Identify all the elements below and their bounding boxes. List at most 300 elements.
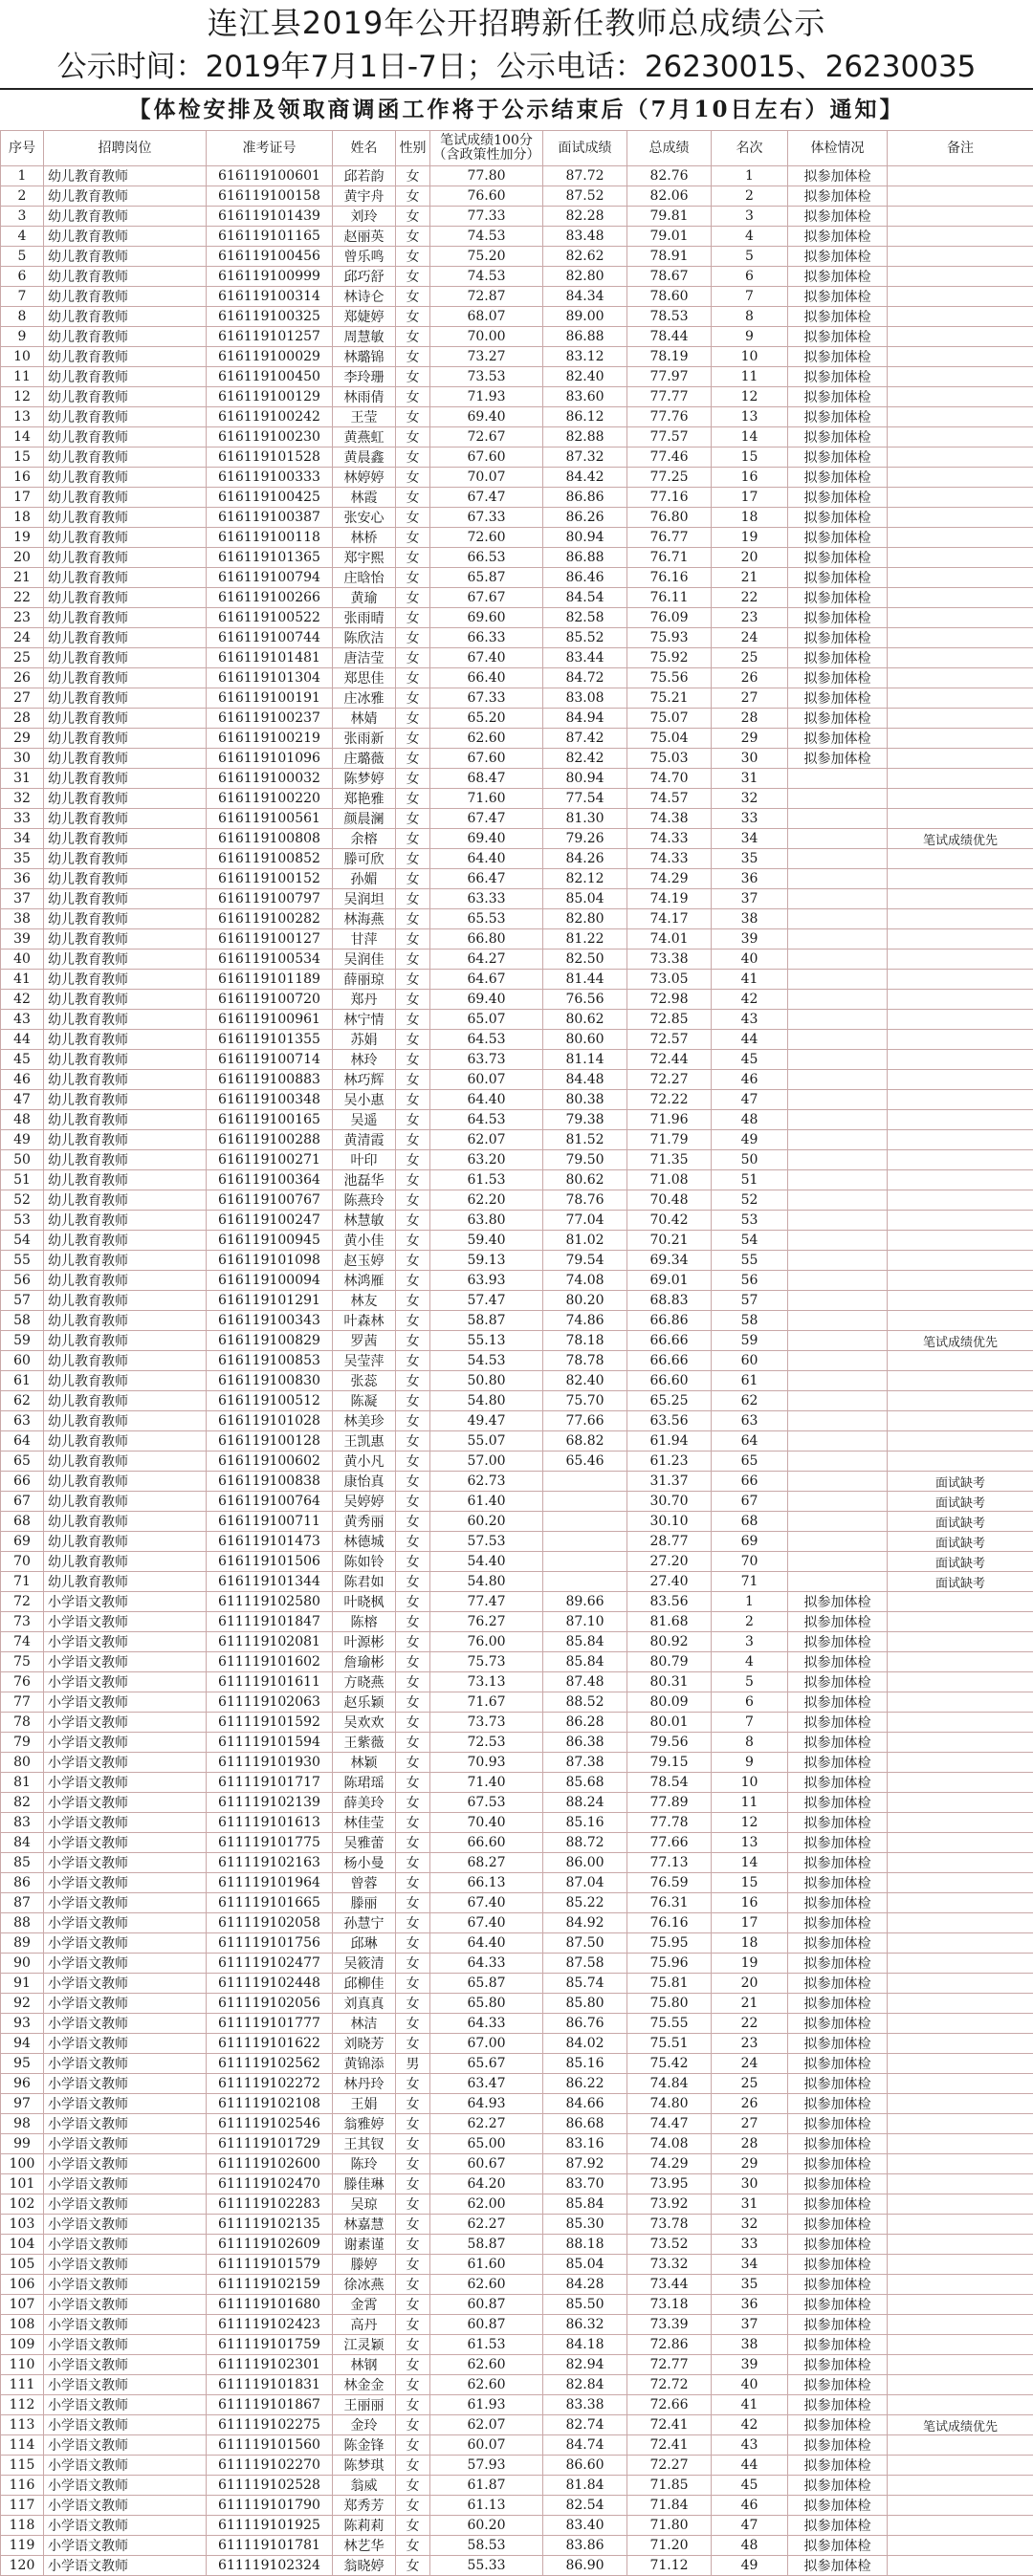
cell-exam: 拟参加体检: [788, 2134, 888, 2154]
cell-written: 65.87: [430, 568, 543, 588]
cell-post: 小学语文教师: [44, 1672, 207, 1692]
cell-remark: [888, 267, 1033, 287]
cell-name: 王凯惠: [333, 1431, 396, 1452]
cell-gender: 女: [396, 990, 430, 1010]
cell-gender: 女: [396, 2375, 430, 2395]
cell-exam: [788, 1472, 888, 1492]
table-row: [1, 2154, 1033, 2174]
cell-index: 85: [1, 1853, 44, 1873]
cell-total: 75.92: [627, 648, 712, 668]
cell-index: 34: [1, 829, 44, 849]
cell-written: 55.07: [430, 1431, 543, 1452]
cell-total: 77.77: [627, 387, 712, 407]
cell-gender: 女: [396, 2255, 430, 2275]
cell-written: 76.00: [430, 1632, 543, 1652]
cell-written: 63.80: [430, 1211, 543, 1231]
cell-total: 76.11: [627, 588, 712, 608]
cell-name: 邱琳: [333, 1933, 396, 1954]
table-row: [1, 548, 1033, 568]
table-row: [1, 990, 1033, 1010]
cell-rank: 56: [712, 1271, 788, 1291]
table-row: [1, 2315, 1033, 2335]
cell-gender: 女: [396, 1150, 430, 1170]
cell-ticket: 616119100838: [207, 1472, 333, 1492]
cell-total: 74.33: [627, 849, 712, 869]
cell-rank: 55: [712, 1251, 788, 1271]
cell-rank: 2: [712, 1612, 788, 1632]
col-header-interview: 面试成绩: [543, 131, 627, 166]
cell-remark: [888, 2174, 1033, 2194]
cell-gender: 女: [396, 749, 430, 769]
table-row: [1, 1753, 1033, 1773]
cell-name: 林慧敏: [333, 1211, 396, 1231]
cell-index: 65: [1, 1452, 44, 1472]
table-row: [1, 1150, 1033, 1170]
cell-total: 73.39: [627, 2315, 712, 2335]
cell-total: 70.21: [627, 1231, 712, 1251]
cell-ticket: 611119102301: [207, 2355, 333, 2375]
cell-name: 苏娟: [333, 1030, 396, 1050]
cell-remark: [888, 2194, 1033, 2215]
cell-interview: 80.38: [543, 1090, 627, 1110]
cell-interview: 89.00: [543, 307, 627, 327]
cell-total: 77.66: [627, 1833, 712, 1853]
cell-post: 幼儿教育教师: [44, 1411, 207, 1431]
cell-name: 庄璐薇: [333, 749, 396, 769]
cell-interview: 79.38: [543, 1110, 627, 1130]
cell-ticket: 611119102600: [207, 2154, 333, 2174]
cell-total: 66.66: [627, 1351, 712, 1371]
table-row: [1, 1813, 1033, 1833]
cell-rank: 20: [712, 1974, 788, 1994]
cell-post: 幼儿教育教师: [44, 608, 207, 628]
cell-name: 郑艳雅: [333, 789, 396, 809]
cell-exam: 拟参加体检: [788, 1853, 888, 1873]
page-subtitle: 公示时间：2019年7月1日-7日；公示电话：26230015、26230035: [0, 46, 1033, 88]
cell-written: 62.27: [430, 2114, 543, 2134]
cell-post: 幼儿教育教师: [44, 889, 207, 909]
cell-remark: [888, 2335, 1033, 2355]
cell-post: 幼儿教育教师: [44, 588, 207, 608]
cell-post: 小学语文教师: [44, 1793, 207, 1813]
cell-name: 林佳莹: [333, 1813, 396, 1833]
cell-remark: [888, 1150, 1033, 1170]
cell-total: 72.44: [627, 1050, 712, 1070]
cell-gender: 女: [396, 508, 430, 528]
cell-post: 幼儿教育教师: [44, 909, 207, 929]
cell-index: 8: [1, 307, 44, 327]
cell-gender: 女: [396, 1291, 430, 1311]
cell-rank: 27: [712, 2114, 788, 2134]
table-row: [1, 2355, 1033, 2375]
cell-ticket: 616119100314: [207, 287, 333, 307]
cell-name: 赵丽英: [333, 227, 396, 247]
cell-total: 73.95: [627, 2174, 712, 2194]
cell-written: 54.80: [430, 1391, 543, 1411]
cell-remark: [888, 468, 1033, 488]
cell-index: 35: [1, 849, 44, 869]
cell-written: 65.80: [430, 1994, 543, 2014]
cell-exam: [788, 909, 888, 929]
cell-interview: 86.46: [543, 568, 627, 588]
table-row: [1, 1231, 1033, 1251]
cell-name: 薛丽琼: [333, 970, 396, 990]
cell-ticket: 616119100364: [207, 1170, 333, 1190]
cell-total: 72.41: [627, 2415, 712, 2435]
cell-exam: [788, 1050, 888, 1070]
cell-exam: [788, 1572, 888, 1592]
table-row: [1, 2556, 1033, 2576]
cell-exam: 拟参加体检: [788, 729, 888, 749]
cell-index: 95: [1, 2054, 44, 2074]
cell-gender: 女: [396, 909, 430, 929]
table-row: [1, 1351, 1033, 1371]
cell-post: 小学语文教师: [44, 2335, 207, 2355]
cell-remark: [888, 1833, 1033, 1853]
cell-exam: 拟参加体检: [788, 1692, 888, 1713]
cell-ticket: 616119101189: [207, 970, 333, 990]
cell-name: 吴润佳: [333, 950, 396, 970]
cell-exam: 拟参加体检: [788, 2536, 888, 2556]
cell-rank: 62: [712, 1391, 788, 1411]
cell-ticket: 616119100794: [207, 568, 333, 588]
cell-post: 小学语文教师: [44, 2215, 207, 2235]
cell-written: 65.87: [430, 1974, 543, 1994]
cell-exam: [788, 990, 888, 1010]
cell-remark: [888, 909, 1033, 929]
table-row: [1, 1190, 1033, 1211]
cell-interview: 81.14: [543, 1050, 627, 1070]
cell-name: 金玲: [333, 2415, 396, 2435]
cell-remark: [888, 2536, 1033, 2556]
cell-written: 62.73: [430, 1472, 543, 1492]
cell-total: 61.94: [627, 1431, 712, 1452]
cell-total: 83.56: [627, 1592, 712, 1612]
cell-interview: 80.94: [543, 528, 627, 548]
cell-interview: 86.12: [543, 407, 627, 427]
cell-name: 陈梦婷: [333, 769, 396, 789]
cell-exam: 拟参加体检: [788, 1632, 888, 1652]
cell-rank: 12: [712, 387, 788, 407]
cell-total: 73.32: [627, 2255, 712, 2275]
cell-ticket: 616119100387: [207, 508, 333, 528]
cell-rank: 21: [712, 568, 788, 588]
cell-rank: 10: [712, 347, 788, 367]
cell-post: 小学语文教师: [44, 2235, 207, 2255]
cell-gender: 女: [396, 970, 430, 990]
cell-name: 林霞: [333, 488, 396, 508]
cell-exam: 拟参加体检: [788, 2335, 888, 2355]
cell-index: 112: [1, 2395, 44, 2415]
cell-exam: 拟参加体检: [788, 749, 888, 769]
cell-ticket: 616119100425: [207, 488, 333, 508]
cell-interview: 84.94: [543, 709, 627, 729]
table-row: [1, 2215, 1033, 2235]
cell-name: 陈燕玲: [333, 1190, 396, 1211]
cell-remark: [888, 889, 1033, 909]
table-row: [1, 1090, 1033, 1110]
cell-total: 74.08: [627, 2134, 712, 2154]
cell-interview: 81.84: [543, 2476, 627, 2496]
cell-ticket: 616119100764: [207, 1492, 333, 1512]
cell-interview: 84.54: [543, 588, 627, 608]
cell-index: 56: [1, 1271, 44, 1291]
cell-remark: [888, 648, 1033, 668]
cell-post: 幼儿教育教师: [44, 990, 207, 1010]
cell-total: 72.86: [627, 2335, 712, 2355]
cell-remark: [888, 568, 1033, 588]
cell-total: 74.33: [627, 829, 712, 849]
cell-written: 65.67: [430, 2054, 543, 2074]
cell-total: 76.16: [627, 1913, 712, 1933]
table-row: [1, 1371, 1033, 1391]
cell-rank: 24: [712, 2054, 788, 2074]
cell-name: 曾乐鸣: [333, 247, 396, 267]
cell-interview: 84.42: [543, 468, 627, 488]
cell-ticket: 611119102528: [207, 2476, 333, 2496]
cell-gender: 女: [396, 709, 430, 729]
cell-ticket: 616119100797: [207, 889, 333, 909]
cell-index: 104: [1, 2235, 44, 2255]
cell-post: 幼儿教育教师: [44, 227, 207, 247]
cell-remark: [888, 1893, 1033, 1913]
cell-name: 林美珍: [333, 1411, 396, 1431]
cell-exam: 拟参加体检: [788, 1813, 888, 1833]
cell-rank: 50: [712, 1150, 788, 1170]
cell-remark: [888, 2154, 1033, 2174]
cell-index: 57: [1, 1291, 44, 1311]
cell-interview: 85.84: [543, 1632, 627, 1652]
table-row: [1, 1211, 1033, 1231]
cell-name: 陈珺瑶: [333, 1773, 396, 1793]
cell-exam: [788, 1351, 888, 1371]
cell-written: 67.00: [430, 2034, 543, 2054]
col-header-name: 姓名: [333, 131, 396, 166]
cell-interview: 79.50: [543, 1150, 627, 1170]
cell-exam: 拟参加体检: [788, 2435, 888, 2456]
cell-written: 67.67: [430, 588, 543, 608]
cell-remark: [888, 528, 1033, 548]
cell-name: 康怡真: [333, 1472, 396, 1492]
table-row: [1, 1873, 1033, 1893]
cell-index: 106: [1, 2275, 44, 2295]
cell-index: 58: [1, 1311, 44, 1331]
cell-gender: 女: [396, 789, 430, 809]
cell-ticket: 611119102135: [207, 2215, 333, 2235]
cell-written: 70.00: [430, 327, 543, 347]
cell-remark: [888, 709, 1033, 729]
cell-exam: 拟参加体检: [788, 327, 888, 347]
table-row: [1, 2516, 1033, 2536]
cell-post: 幼儿教育教师: [44, 789, 207, 809]
cell-total: 30.70: [627, 1492, 712, 1512]
cell-post: 幼儿教育教师: [44, 1231, 207, 1251]
cell-name: 薛美玲: [333, 1793, 396, 1813]
table-row: [1, 769, 1033, 789]
cell-written: 70.93: [430, 1753, 543, 1773]
cell-remark: [888, 1371, 1033, 1391]
cell-exam: 拟参加体检: [788, 2556, 888, 2576]
cell-name: 黄燕虹: [333, 427, 396, 448]
cell-ticket: 616119100720: [207, 990, 333, 1010]
table-row: [1, 2395, 1033, 2415]
cell-interview: 83.08: [543, 688, 627, 709]
cell-rank: 42: [712, 990, 788, 1010]
cell-ticket: 616119100343: [207, 1311, 333, 1331]
cell-exam: 拟参加体检: [788, 2034, 888, 2054]
cell-rank: 11: [712, 367, 788, 387]
cell-gender: 女: [396, 2315, 430, 2335]
cell-post: 幼儿教育教师: [44, 508, 207, 528]
cell-interview: 84.28: [543, 2275, 627, 2295]
cell-rank: 19: [712, 1954, 788, 1974]
cell-written: 63.20: [430, 1150, 543, 1170]
cell-gender: 女: [396, 688, 430, 709]
cell-gender: 女: [396, 2355, 430, 2375]
cell-gender: 女: [396, 1050, 430, 1070]
cell-index: 17: [1, 488, 44, 508]
cell-remark: [888, 287, 1033, 307]
cell-name: 陈如铃: [333, 1552, 396, 1572]
cell-total: 68.83: [627, 1291, 712, 1311]
cell-name: 叶源彬: [333, 1632, 396, 1652]
cell-total: 69.34: [627, 1251, 712, 1271]
cell-rank: 68: [712, 1512, 788, 1532]
cell-interview: 83.16: [543, 2134, 627, 2154]
table-row: [1, 709, 1033, 729]
cell-total: 66.66: [627, 1331, 712, 1351]
cell-name: 翁威: [333, 2476, 396, 2496]
cell-gender: 女: [396, 1452, 430, 1472]
cell-total: 72.22: [627, 1090, 712, 1110]
cell-written: 77.33: [430, 207, 543, 227]
cell-gender: 女: [396, 287, 430, 307]
cell-ticket: 611119102448: [207, 1974, 333, 1994]
cell-ticket: 616119101528: [207, 448, 333, 468]
cell-gender: 女: [396, 1572, 430, 1592]
cell-interview: 87.10: [543, 1612, 627, 1632]
cell-ticket: 616119100129: [207, 387, 333, 407]
table-row: [1, 287, 1033, 307]
cell-ticket: 616119100325: [207, 307, 333, 327]
cell-name: 翁雅婷: [333, 2114, 396, 2134]
cell-total: 74.38: [627, 809, 712, 829]
cell-written: 71.67: [430, 1692, 543, 1713]
cell-rank: 5: [712, 247, 788, 267]
table-row: [1, 829, 1033, 849]
cell-gender: 女: [396, 869, 430, 889]
cell-exam: [788, 829, 888, 849]
table-row: [1, 2114, 1033, 2134]
cell-post: 幼儿教育教师: [44, 1371, 207, 1391]
cell-total: 27.40: [627, 1572, 712, 1592]
cell-written: 77.47: [430, 1592, 543, 1612]
cell-ticket: 611119101592: [207, 1713, 333, 1733]
table-row: [1, 1672, 1033, 1692]
cell-interview: 82.94: [543, 2355, 627, 2375]
cell-name: 金霄: [333, 2295, 396, 2315]
cell-ticket: 616119101098: [207, 1251, 333, 1271]
cell-total: 76.09: [627, 608, 712, 628]
cell-ticket: 616119101096: [207, 749, 333, 769]
cell-total: 72.41: [627, 2435, 712, 2456]
cell-interview: 87.48: [543, 1672, 627, 1692]
cell-rank: 16: [712, 1893, 788, 1913]
cell-rank: 52: [712, 1190, 788, 1211]
cell-remark: [888, 2134, 1033, 2154]
cell-exam: 拟参加体检: [788, 1592, 888, 1612]
cell-written: 74.53: [430, 267, 543, 287]
cell-index: 10: [1, 347, 44, 367]
col-header-total: 总成绩: [627, 131, 712, 166]
cell-remark: [888, 2315, 1033, 2335]
cell-total: 75.95: [627, 1933, 712, 1954]
cell-remark: [888, 2034, 1033, 2054]
cell-index: 101: [1, 2174, 44, 2194]
cell-total: 75.04: [627, 729, 712, 749]
cell-name: 林璐锦: [333, 347, 396, 367]
cell-index: 63: [1, 1411, 44, 1431]
cell-exam: 拟参加体检: [788, 207, 888, 227]
table-row: [1, 849, 1033, 869]
cell-gender: 女: [396, 950, 430, 970]
table-row: [1, 468, 1033, 488]
cell-total: 71.85: [627, 2476, 712, 2496]
cell-rank: 20: [712, 548, 788, 568]
cell-gender: 女: [396, 1190, 430, 1211]
cell-rank: 4: [712, 227, 788, 247]
cell-rank: 24: [712, 628, 788, 648]
cell-exam: 拟参加体检: [788, 1753, 888, 1773]
table-row: [1, 1170, 1033, 1190]
cell-post: 幼儿教育教师: [44, 648, 207, 668]
cell-total: 72.27: [627, 1070, 712, 1090]
cell-ticket: 616119100945: [207, 1231, 333, 1251]
cell-exam: [788, 929, 888, 950]
cell-written: 57.93: [430, 2456, 543, 2476]
cell-ticket: 616119100118: [207, 528, 333, 548]
cell-exam: 拟参加体检: [788, 227, 888, 247]
cell-name: 黄锦添: [333, 2054, 396, 2074]
cell-written: 55.33: [430, 2556, 543, 2576]
cell-remark: [888, 749, 1033, 769]
cell-written: 68.27: [430, 1853, 543, 1873]
cell-remark: [888, 1431, 1033, 1452]
cell-gender: 女: [396, 2154, 430, 2174]
cell-written: 62.60: [430, 2375, 543, 2395]
cell-rank: 36: [712, 869, 788, 889]
cell-total: 71.12: [627, 2556, 712, 2576]
cell-gender: 女: [396, 1472, 430, 1492]
cell-exam: 拟参加体检: [788, 2074, 888, 2094]
cell-interview: 78.76: [543, 1190, 627, 1211]
cell-total: 27.20: [627, 1552, 712, 1572]
cell-post: 小学语文教师: [44, 1632, 207, 1652]
table-row: [1, 628, 1033, 648]
cell-index: 111: [1, 2375, 44, 2395]
cell-exam: 拟参加体检: [788, 1893, 888, 1913]
cell-remark: [888, 2496, 1033, 2516]
table-row: [1, 1692, 1033, 1713]
table-row: [1, 889, 1033, 909]
cell-post: 幼儿教育教师: [44, 1110, 207, 1130]
cell-total: 74.17: [627, 909, 712, 929]
cell-written: 76.27: [430, 1612, 543, 1632]
cell-remark: [888, 2516, 1033, 2536]
cell-post: 小学语文教师: [44, 1733, 207, 1753]
cell-interview: 83.86: [543, 2536, 627, 2556]
cell-written: 66.40: [430, 668, 543, 688]
